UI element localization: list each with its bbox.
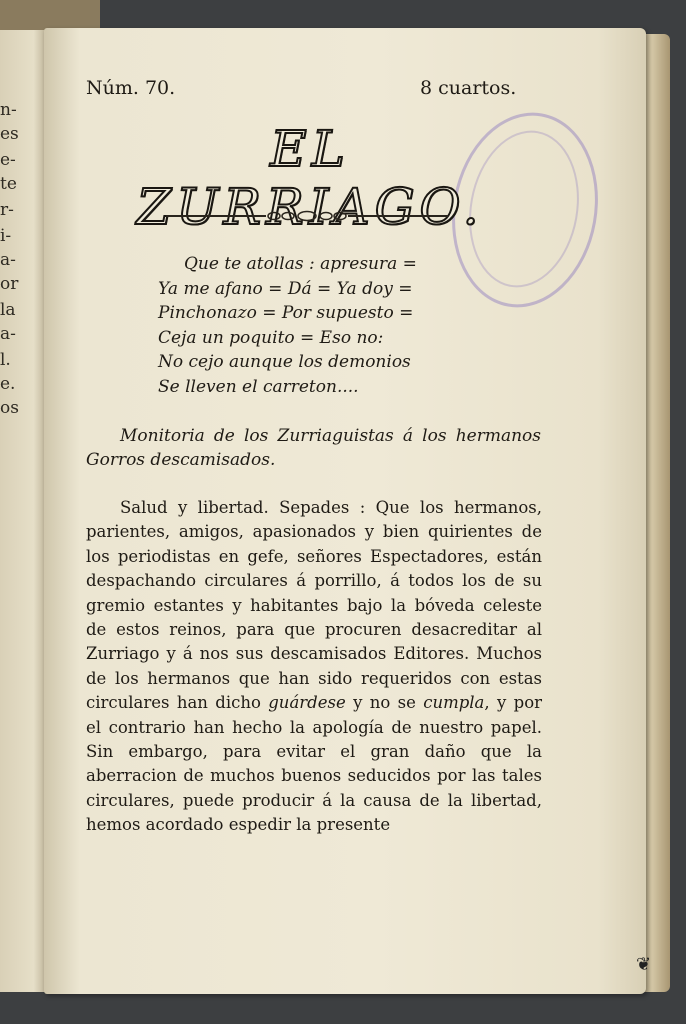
issue-number: Núm. 70. — [86, 77, 176, 99]
ornamental-rule — [166, 209, 448, 223]
left-page-fragment: la — [0, 300, 16, 320]
masthead-title: EL ZURRIAGO. — [136, 120, 484, 236]
verse-line: No cejo aunque los demonios — [158, 352, 411, 372]
verse-line: Se lleven el carreton.... — [158, 376, 359, 397]
body-emphasis: guárdese — [268, 693, 346, 713]
left-page-fragment: e- — [0, 150, 16, 170]
left-page-fragment: l. — [0, 350, 11, 370]
left-page — [0, 30, 48, 992]
left-page-fragment: a- — [0, 324, 16, 344]
left-page-fragment: os — [0, 398, 19, 418]
corner-mark: ❦ — [636, 954, 652, 975]
verse-line: Pinchonazo = Por supuesto = — [158, 303, 414, 323]
verse-line: Ceja un poquito = Eso no: — [158, 327, 384, 348]
epigraph-verse — [140, 252, 470, 399]
body-text: Salud y libertad. Sepades : Que los hermanos, parientes, amigos, apasionados y bien quirientes de los periodistas en gefe, señores Espectadores, están despachando circulares á porrillo, á todos los de su gremio estantes y habitantes bajo la bóveda celeste de estos reinos, para que procuren desacreditar al Zurriago y á nos sus descamisados Editores. Muchos de los hermanos que han sido requeridos con estas circulares han dicho — [86, 498, 542, 713]
article-title: Monitoria de los Zurriaguistas á los hermanos Gorros descamisados. — [86, 426, 541, 470]
verse-line: Ya me afano = Dá = Ya doy = — [158, 278, 413, 299]
verse-line: Que te atollas : apresura = — [184, 254, 417, 274]
left-page-edge — [0, 0, 100, 30]
left-page-fragment: n- — [0, 100, 17, 120]
left-page-fragment: r- — [0, 200, 14, 220]
left-page-fragment: i- — [0, 226, 12, 246]
issue-price: 8 cuartos. — [420, 77, 517, 99]
body-text: y no se — [353, 693, 416, 713]
body-text: , y por el contrario han hecho la apología de nuestro papel. Sin embargo, para evitar el gran daño que la aberracion de muchos buenos seducidos por las tales circulares, puede producir á la causa de la libertad, hemos acordado espedir la presente — [86, 693, 543, 835]
article-body — [86, 496, 542, 838]
left-page-fragment: or — [0, 274, 19, 294]
left-page-fragment: es — [0, 124, 19, 144]
left-page-fragment: te — [0, 174, 17, 194]
left-page-fragment: e. — [0, 374, 16, 394]
body-emphasis: cumpla — [423, 693, 485, 713]
left-page-fragment: a- — [0, 250, 16, 270]
